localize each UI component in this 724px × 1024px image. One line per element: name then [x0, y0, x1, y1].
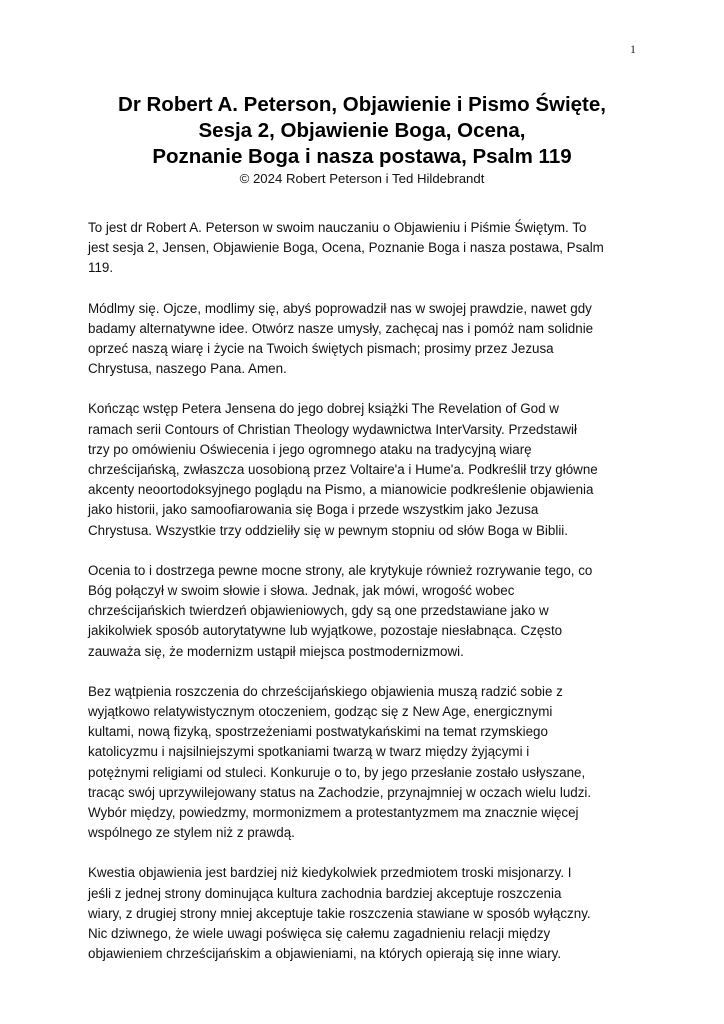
text-line: Bez wątpienia roszczenia do chrześcijańskiego objawienia muszą radzić sobie z [88, 683, 563, 699]
paragraph-relativism [88, 682, 648, 844]
text-line: katolicyzmu i najsilniejszymi spotkaniami twarzą w twarz między żyjącymi i [88, 744, 530, 760]
text-line: Kończąc wstęp Petera Jensena do jego dobrej książki The Revelation of God w [88, 401, 559, 417]
text-line: tracąc swój uprzywilejowany status na Zachodzie, przynajmniej w oczach wielu ludzi. [88, 784, 592, 800]
text-line: wiary, z drugiej strony mniej akceptuje takie roszczenia stawiane w sposób wyłączny. [88, 905, 591, 921]
document-body [88, 218, 648, 985]
text-line: potężnymi religiami od stuleci. Konkuruje o to, by jego przesłanie zostało usłyszane, [88, 764, 586, 780]
text-line: chrześcijańską, zwłaszcza uosobioną przez Voltaire'a i Hume'a. Podkreślił trzy główne [88, 462, 598, 478]
text-line: jeśli z jednej strony dominująca kultura zachodnia bardziej akceptuje roszczenia [88, 885, 562, 901]
paragraph-assessment [88, 561, 648, 662]
text-line: wyjątkowo relatywistycznym otoczeniem, godząc się z New Age, energicznymi [88, 704, 553, 720]
paragraph-missionary [88, 863, 648, 964]
text-line: objawieniem chrześcijańskim a objawieniami, na których opierają się inne wiary. [88, 946, 562, 962]
text-line: ramach serii Contours of Christian Theology wydawnictwa InterVarsity. Przedstawił [88, 421, 577, 437]
paragraph-prayer [88, 299, 648, 380]
text-line: jest sesja 2, Jensen, Objawienie Boga, Ocena, Poznanie Boga i nasza postawa, Psalm [88, 240, 604, 256]
text-line: badamy alternatywne idee. Otwórz nasze umysły, zachęcaj nas i pomóż nam solidnie [88, 320, 594, 336]
page-number: 1 [630, 42, 636, 56]
text-line: jako historii, jako samoofiarowania się Boga i przede wszystkim jako Jezusa [88, 502, 539, 518]
text-line: akcenty neoortodoksyjnego poglądu na Pismo, a mianowicie podkreślenie objawienia [88, 482, 594, 498]
text-line: Módlmy się. Ojcze, modlimy się, abyś poprowadził nas w swojej prawdzie, nawet gdy [88, 300, 592, 316]
text-line: Kwestia objawienia jest bardziej niż kiedykolwiek przedmiotem troski misjonarzy. I [88, 865, 572, 881]
title-line: Sesja 2, Objawienie Boga, Ocena, [198, 119, 526, 142]
text-line: kultami, nową fizyką, spostrzeżeniami postwatykańskimi na temat rzymskiego [88, 724, 548, 740]
copyright-notice: © 2024 Robert Peterson i Ted Hildebrandt [239, 171, 485, 186]
paragraph-intro [88, 218, 648, 279]
text-line: Chrystusa, naszego Pana. Amen. [88, 361, 287, 377]
text-line: wspólnego ze stylem niż z prawdą. [88, 825, 295, 841]
text-line: jakikolwiek sposób autorytatywne lub wyjątkowe, pozostaje niesłabnąca. Często [88, 623, 563, 639]
text-line: Bóg połączył w swoim słowie i słowa. Jednak, jak mówi, wrogość wobec [88, 583, 515, 599]
text-line: Wybór między, powiedzmy, mormonizmem a protestantyzmem ma znacznie więcej [88, 805, 579, 821]
text-line: Chrystusa. Wszystkie trzy oddzieliły się w pewnym stopniu od słów Boga w Biblii. [88, 522, 569, 538]
text-line: trzy po omówieniu Oświecenia i jego ogromnego ataku na tradycyjną wiarę [88, 441, 532, 457]
text-line: zauważa się, że modernizm ustąpił miejsca postmodernizmowi. [88, 643, 464, 659]
title-line: Dr Robert A. Peterson, Objawienie i Pismo Święte, [118, 93, 606, 116]
paragraph-jensen-intro [88, 399, 648, 540]
text-line: Ocenia to i dostrzega pewne mocne strony, ale krytykuje również rozrywanie tego, co [88, 562, 593, 578]
title-line: Poznanie Boga i nasza postawa, Psalm 119 [152, 145, 572, 168]
text-line: chrześcijańskich twierdzeń objawieniowych, gdy są one przedstawiane jako w [88, 603, 549, 619]
document-header [60, 92, 664, 188]
text-line: 119. [88, 260, 114, 276]
text-line: oprzeć naszą wiarę i życie na Twoich świętych pismach; prosimy przez Jezusa [88, 341, 554, 357]
text-line: Nic dziwnego, że wiele uwagi poświęca się całemu zagadnieniu relacji między [88, 926, 551, 942]
text-line: To jest dr Robert A. Peterson w swoim nauczaniu o Objawieniu i Piśmie Świętym. To [88, 220, 587, 235]
